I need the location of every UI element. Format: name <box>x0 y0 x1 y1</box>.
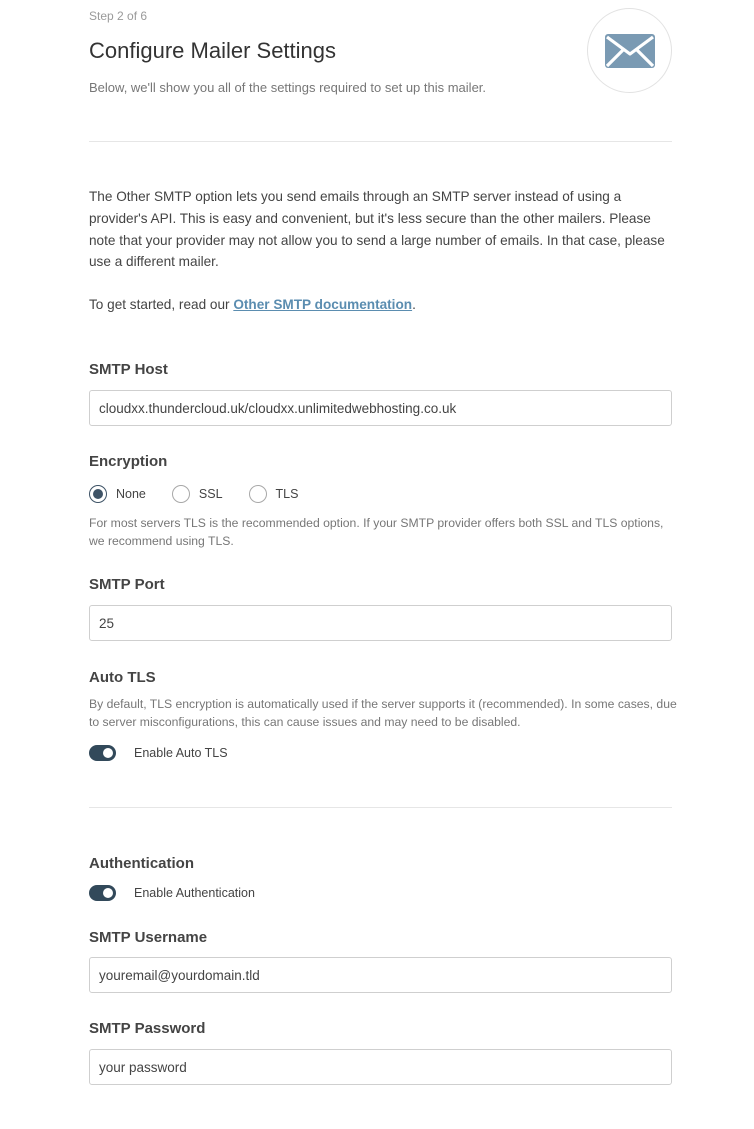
encryption-option-tls[interactable] <box>249 485 299 503</box>
encryption-help-text: For most servers TLS is the recommended option. If your SMTP provider offers both SSL and TLS options, we recommend using TLS. <box>89 516 664 548</box>
mailer-description: The Other SMTP option lets you send emails through an SMTP server instead of using a provider's API. This is easy and convenient, but it's less secure than the other mailers. Please note that your provider may not allow you to send a large number of emails. In that case, please use a different mailer. <box>89 189 665 270</box>
radio-button[interactable] <box>249 485 267 503</box>
radio-button[interactable] <box>172 485 190 503</box>
auto-tls-label: Auto TLS <box>89 669 156 686</box>
authentication-label: Authentication <box>89 855 194 872</box>
page-subtitle: Below, we'll show you all of the settings required to set up this mailer. <box>89 80 487 95</box>
auto-tls-toggle-row <box>89 745 228 761</box>
smtp-password-input[interactable] <box>89 1049 672 1085</box>
section-divider <box>89 141 672 142</box>
getting-started-prefix: To get started, read our <box>89 297 234 312</box>
auto-tls-toggle-label: Enable Auto TLS <box>134 746 228 760</box>
encryption-option-label: TLS <box>275 487 299 501</box>
section-divider <box>89 807 672 808</box>
smtp-username-label: SMTP Username <box>89 929 208 946</box>
encryption-option-label: None <box>116 487 146 501</box>
smtp-username-input[interactable] <box>89 957 672 993</box>
authentication-toggle[interactable] <box>89 885 116 901</box>
getting-started-suffix: . <box>412 297 416 312</box>
radio-button-checked[interactable] <box>89 485 107 503</box>
page-title: Configure Mailer Settings <box>89 38 337 63</box>
step-indicator: Step 2 of 6 <box>89 9 148 23</box>
encryption-option-label: SSL <box>198 487 223 501</box>
encryption-option-ssl[interactable] <box>172 485 223 503</box>
authentication-toggle-row <box>89 885 255 901</box>
smtp-host-label: SMTP Host <box>89 361 168 378</box>
documentation-link[interactable]: Other SMTP documentation <box>233 297 413 312</box>
auto-tls-help-text: By default, TLS encryption is automatically used if the server supports it (recommended). In some cases, due to server misconfigurations, this can cause issues and may need to be disabled. <box>89 697 677 729</box>
auto-tls-toggle[interactable] <box>89 745 116 761</box>
smtp-port-label: SMTP Port <box>89 576 165 593</box>
encryption-radio-group <box>89 485 324 503</box>
envelope-icon <box>604 33 656 69</box>
smtp-port-input[interactable] <box>89 605 672 641</box>
authentication-toggle-label: Enable Authentication <box>134 886 255 900</box>
getting-started-text <box>89 294 416 316</box>
mailer-logo <box>587 8 672 93</box>
smtp-host-input[interactable] <box>89 390 672 426</box>
encryption-option-none[interactable] <box>89 485 146 503</box>
smtp-password-label: SMTP Password <box>89 1020 206 1037</box>
encryption-label: Encryption <box>89 453 168 470</box>
